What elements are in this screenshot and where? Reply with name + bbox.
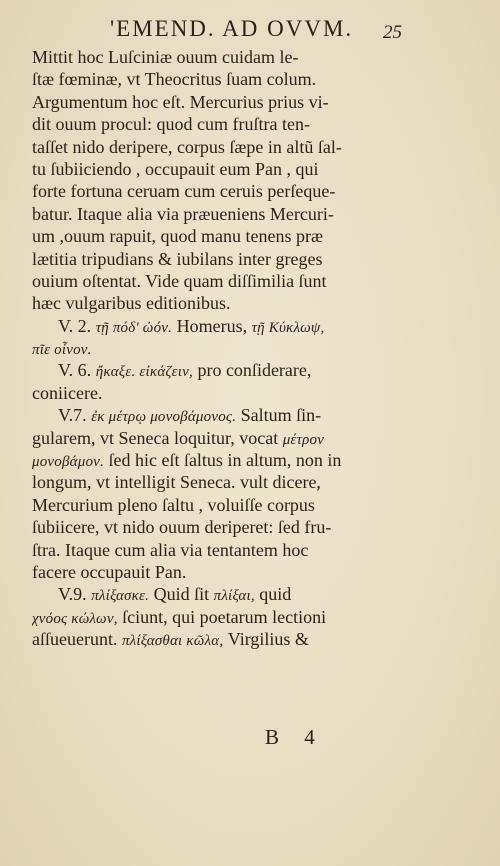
latin-text: longum, vt intelligit Seneca. vult dicere, bbox=[32, 472, 321, 493]
latin-text: coniicere. bbox=[32, 382, 103, 403]
latin-text: Homerus, bbox=[172, 315, 252, 336]
latin-text: ſed hic eſt ſaltus in altum, non in bbox=[103, 450, 342, 471]
latin-text: Argumentum hoc eſt. Mercurius prius vi- bbox=[32, 91, 329, 112]
text-line bbox=[32, 136, 404, 158]
latin-text: Mercurium pleno ſaltu , voluiſſe corpus bbox=[32, 494, 315, 515]
greek-text: πλίξασκε. bbox=[91, 588, 150, 605]
greek-text: ἤκαξε. εἰκάζειν, bbox=[95, 364, 193, 381]
latin-text: quid bbox=[254, 584, 292, 605]
text-line bbox=[32, 158, 404, 180]
text-line bbox=[32, 494, 404, 516]
greek-text: μέτρον bbox=[282, 431, 325, 448]
latin-text: Virgilius & bbox=[223, 629, 309, 650]
greek-text: μονοβάμον. bbox=[32, 454, 104, 471]
latin-text: ſciunt, qui poetarum lectioni bbox=[117, 606, 327, 627]
text-line bbox=[32, 539, 404, 561]
latin-text: dit ouum procul: quod cum fruſtra ten- bbox=[32, 114, 310, 135]
text-line bbox=[32, 91, 404, 113]
text-line bbox=[32, 471, 404, 493]
text-line bbox=[32, 68, 404, 90]
text-line bbox=[32, 270, 404, 292]
latin-text: forte fortuna ceruam cum ceruis perſeque- bbox=[32, 181, 336, 202]
text-line bbox=[32, 628, 404, 650]
text-line bbox=[32, 225, 404, 247]
latin-text: Saltum ſin- bbox=[236, 405, 322, 426]
greek-text: τῇ πόδ' ὠόν. bbox=[95, 319, 173, 336]
latin-text: ouium oſtentat. Vide quam diſſimilia ſunt bbox=[32, 270, 327, 291]
text-line bbox=[32, 337, 404, 359]
latin-text: lætitia tripudians & iubilans inter greges bbox=[32, 248, 323, 269]
latin-text: V. 6. bbox=[58, 360, 96, 381]
text-line bbox=[32, 449, 404, 471]
text-line bbox=[32, 404, 404, 426]
latin-text: taſſet nido deripere, corpus ſæpe in altũ ſal- bbox=[32, 136, 342, 157]
text-line bbox=[32, 359, 404, 381]
text-line bbox=[32, 315, 404, 337]
latin-text: ſtra. Itaque cum alia via tentantem hoc bbox=[32, 539, 309, 560]
text-line bbox=[32, 606, 404, 628]
greek-text: ἐκ μέτρῳ μονοβάμονος. bbox=[91, 409, 237, 426]
text-line bbox=[32, 180, 404, 202]
latin-text: Mittit hoc Luſciniæ ouum cuidam le- bbox=[32, 47, 299, 67]
text-line bbox=[32, 427, 404, 449]
latin-text: gularem, vt Seneca loquitur, vocat bbox=[32, 427, 283, 448]
text-line bbox=[32, 382, 404, 404]
latin-text: tu ſubiiciendo , occupauit eum Pan , qui bbox=[32, 158, 319, 179]
text-line bbox=[32, 583, 404, 605]
greek-text: χνόος κώλων, bbox=[32, 610, 118, 627]
text-line bbox=[32, 203, 404, 225]
greek-text: πλίξαι, bbox=[213, 588, 255, 605]
latin-text: hæc vulgaribus editionibus. bbox=[32, 293, 231, 314]
latin-text: facere occupauit Pan. bbox=[32, 561, 187, 582]
text-line bbox=[32, 248, 404, 270]
text-line bbox=[32, 561, 404, 583]
signature-mark: B 4 bbox=[265, 725, 325, 749]
latin-text: ſtæ fœminæ, vt Theocritus ſuam colum. bbox=[32, 69, 317, 90]
text-line bbox=[32, 113, 404, 135]
page-number: 25 bbox=[383, 22, 402, 43]
greek-text: τῇ Κύκλωψ, bbox=[251, 319, 325, 336]
latin-text: pro conſiderare, bbox=[192, 360, 312, 381]
text-line bbox=[32, 292, 404, 314]
text-line bbox=[32, 516, 404, 538]
text-line bbox=[32, 46, 404, 68]
running-head-title: 'EMEND. AD OVVM. bbox=[110, 16, 354, 41]
running-head bbox=[0, 14, 500, 44]
latin-text: aſſueuerunt. bbox=[32, 629, 122, 650]
body-text bbox=[32, 46, 404, 651]
latin-text: Quid ſit bbox=[149, 584, 214, 605]
latin-text: V.9. bbox=[58, 584, 92, 605]
greek-text: πλίξασθαι κῶλα, bbox=[121, 633, 224, 650]
latin-text: um ,ouum rapuit, quod manu tenens præ bbox=[32, 226, 323, 247]
latin-text: V.7. bbox=[58, 405, 92, 426]
greek-text: πῖε οἶνον. bbox=[32, 342, 92, 359]
latin-text: batur. Itaque alia via præueniens Mercuri- bbox=[32, 203, 334, 224]
latin-text: ſubiicere, vt nido ouum deriperet: ſed fru- bbox=[32, 517, 332, 538]
latin-text: V. 2. bbox=[58, 315, 96, 336]
